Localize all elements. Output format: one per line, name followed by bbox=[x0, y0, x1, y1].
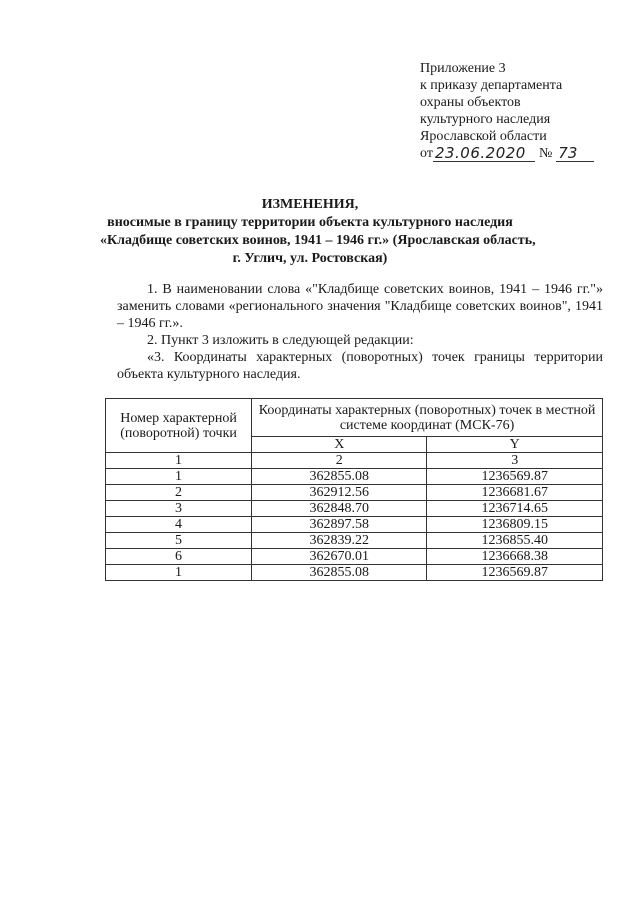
title-line: вносимые в границу территории объекта культурного наследия bbox=[107, 215, 513, 230]
table-row bbox=[106, 469, 603, 485]
y-cell: 1236809.15 bbox=[427, 517, 603, 533]
y-cell: 1236714.65 bbox=[427, 501, 603, 517]
header-coordinates: Координаты характерных (поворотных) точек в местной системе координат (МСК-76) bbox=[252, 399, 603, 437]
paragraph: 2. Пункт 3 изложить в следующей редакции: bbox=[147, 333, 414, 348]
index-cell: 3 bbox=[427, 453, 603, 469]
table-row bbox=[106, 565, 603, 581]
index-cell: 2 bbox=[252, 453, 427, 469]
x-cell: 362855.08 bbox=[252, 565, 427, 581]
paragraph: 1. В наименовании слова «"Кладбище советских воинов, 1941 – 1946 гг."» заменить словами «регионального значения "Кладбище советских воинов", 1941 – 1946 гг.». bbox=[117, 282, 603, 331]
point-number-cell: 3 bbox=[106, 501, 252, 517]
body-text bbox=[117, 281, 603, 383]
title-line: «Кладбище советских воинов, 1941 – 1946 гг.» (Ярославская область, bbox=[100, 233, 536, 248]
title-line: г. Углич, ул. Ростовская) bbox=[232, 251, 388, 266]
order-date-row bbox=[420, 145, 620, 162]
header-y: Y bbox=[427, 437, 603, 453]
handwritten-number: 73 bbox=[556, 146, 594, 162]
y-cell: 1236855.40 bbox=[427, 533, 603, 549]
appendix-line: охраны объектов bbox=[420, 95, 521, 110]
document-title bbox=[100, 196, 536, 268]
date-prefix: от bbox=[420, 146, 433, 161]
table-row bbox=[106, 549, 603, 565]
point-number-cell: 5 bbox=[106, 533, 252, 549]
point-number-cell: 1 bbox=[106, 565, 252, 581]
y-cell: 1236569.87 bbox=[427, 565, 603, 581]
number-sign: № bbox=[538, 146, 553, 161]
y-cell: 1236681.67 bbox=[427, 485, 603, 501]
table-header-row bbox=[106, 399, 603, 437]
appendix-block bbox=[420, 60, 620, 162]
title-heading: ИЗМЕНЕНИЯ, bbox=[261, 197, 359, 212]
y-cell: 1236668.38 bbox=[427, 549, 603, 565]
table-index-row bbox=[106, 453, 603, 469]
x-cell: 362848.70 bbox=[252, 501, 427, 517]
header-x: X bbox=[252, 437, 427, 453]
paragraph: «3. Координаты характерных (поворотных) точек границы территории объекта культурного наследия. bbox=[117, 350, 603, 382]
point-number-cell: 6 bbox=[106, 549, 252, 565]
handwritten-date: 23.06.2020 bbox=[433, 146, 535, 162]
point-number-cell: 1 bbox=[106, 469, 252, 485]
x-cell: 362897.58 bbox=[252, 517, 427, 533]
table-row bbox=[106, 501, 603, 517]
appendix-line: культурного наследия bbox=[420, 112, 551, 127]
table-row bbox=[106, 517, 603, 533]
point-number-cell: 4 bbox=[106, 517, 252, 533]
appendix-line: к приказу департамента bbox=[420, 78, 563, 93]
appendix-line: Ярославской области bbox=[420, 129, 547, 144]
table-row bbox=[106, 533, 603, 549]
point-number-cell: 2 bbox=[106, 485, 252, 501]
header-point-number: Номер характерной (поворотной) точки bbox=[106, 399, 252, 453]
index-cell: 1 bbox=[106, 453, 252, 469]
coordinates-table bbox=[105, 398, 603, 581]
y-cell: 1236569.87 bbox=[427, 469, 603, 485]
appendix-line: Приложение 3 bbox=[420, 61, 506, 76]
x-cell: 362839.22 bbox=[252, 533, 427, 549]
x-cell: 362855.08 bbox=[252, 469, 427, 485]
table-row bbox=[106, 485, 603, 501]
x-cell: 362912.56 bbox=[252, 485, 427, 501]
x-cell: 362670.01 bbox=[252, 549, 427, 565]
